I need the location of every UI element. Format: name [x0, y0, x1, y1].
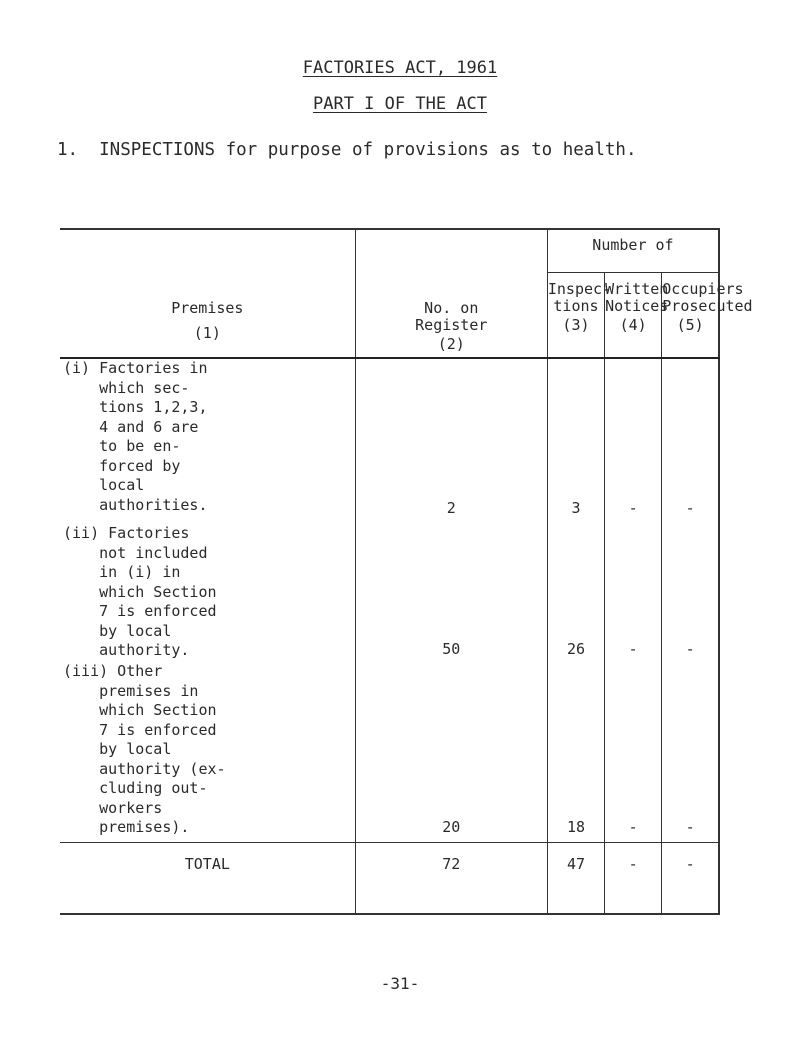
prosecuted-value: - — [685, 499, 695, 517]
inspections-value: 26 — [566, 640, 585, 658]
table-row — [60, 358, 719, 524]
total-prosecuted: - — [662, 842, 719, 914]
total-row — [60, 842, 719, 914]
document-title: FACTORIES ACT, 1961 — [302, 58, 498, 78]
notices-value: - — [628, 499, 638, 517]
column-header-occupiers-prosecuted: Occupiers Prosecuted (5) — [662, 273, 719, 359]
document-subtitle: PART I OF THE ACT — [313, 94, 487, 114]
column-header-inspections: Inspec- tions (3) — [547, 273, 604, 359]
inspections-value: 18 — [566, 818, 585, 836]
table-row — [60, 662, 719, 842]
prosecuted-value: - — [685, 818, 695, 836]
group-header-number-of: Number of — [547, 229, 719, 273]
column-header-register: No. on Register (2) — [355, 273, 547, 359]
notices-value: - — [628, 640, 638, 658]
total-label: TOTAL — [60, 842, 355, 914]
premises-cell: (iii) Other premises in which Section 7 is enforced by local authority (ex- cluding out- workers premises). — [60, 662, 355, 842]
table-row — [60, 524, 719, 662]
inspections-value: 3 — [571, 499, 581, 517]
premises-cell: (ii) Factories not included in (i) in which Section 7 is enforced by local authority. — [60, 524, 355, 662]
column-header-written-notices: Written Notices (4) — [605, 273, 662, 359]
register-value: 50 — [442, 640, 461, 658]
page-number: -31- — [380, 974, 420, 993]
notices-value: - — [628, 818, 638, 836]
section-heading: 1. INSPECTIONS for purpose of provisions as to health. — [57, 140, 637, 160]
column-header-premises: Premises (1) — [60, 273, 355, 359]
inspections-table — [60, 228, 753, 915]
total-inspections: 47 — [547, 842, 604, 914]
prosecuted-value: - — [685, 640, 695, 658]
total-register: 72 — [355, 842, 547, 914]
register-value: 2 — [446, 499, 456, 517]
premises-cell: (i) Factories in which sec- tions 1,2,3, 4 and 6 are to be en- forced by local authorities. — [60, 358, 355, 524]
register-value: 20 — [442, 818, 461, 836]
total-notices: - — [605, 842, 662, 914]
